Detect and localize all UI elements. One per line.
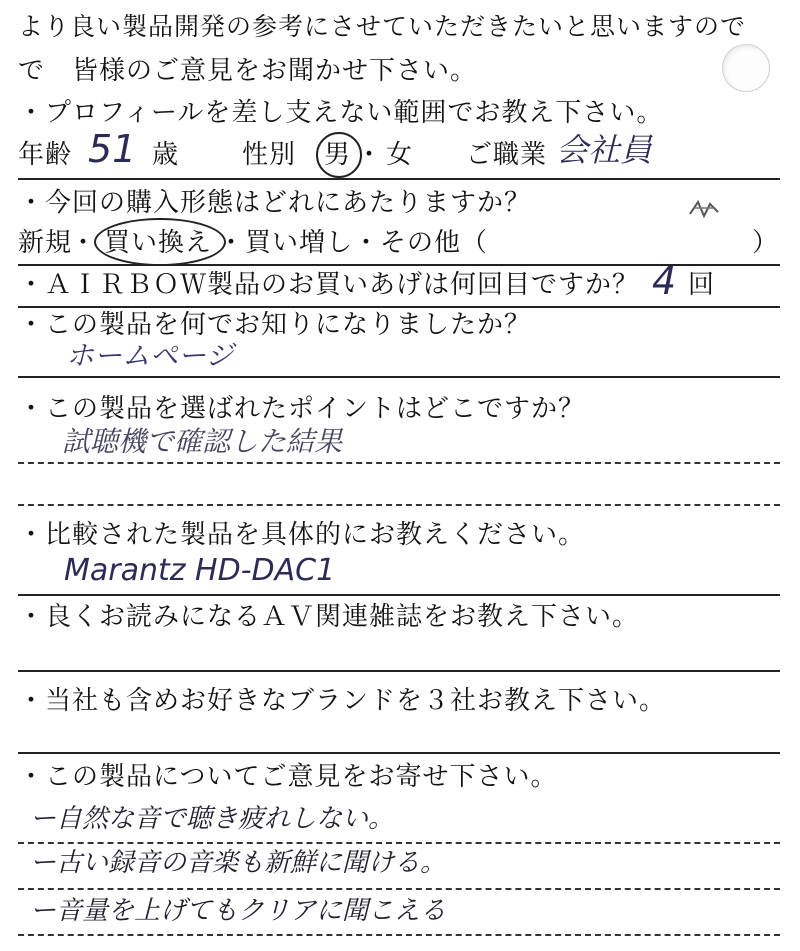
divider (18, 178, 780, 180)
profile-heading: ・プロフィールを差し支えない範囲でお教え下さい。 (18, 98, 664, 128)
answer-line (18, 504, 780, 506)
job-label: ご職業 (466, 140, 548, 170)
point-question: ・この製品を選ばれたポイントはどこですか？ (18, 394, 586, 424)
gender-male: 男 (324, 140, 352, 170)
age-value: 51 (88, 127, 137, 171)
howknown-answer: ホームページ (66, 339, 234, 372)
answer-line (18, 842, 780, 844)
gender-female: 女 (386, 140, 414, 170)
opt-others: ・買い増し・その他（ (218, 228, 489, 258)
opt-replace: 買い換え (104, 228, 213, 258)
opt-new: 新規 (18, 228, 73, 258)
howknown-question: ・この製品を何でお知りになりましたか？ (18, 310, 532, 340)
airbow-question: ・ＡＩＲＢＯＷ製品のお買いあげは何回目ですか？ (18, 270, 640, 300)
divider (18, 376, 780, 378)
answer-line (18, 670, 780, 672)
opinion-question: ・この製品についてご意見をお寄せ下さい。 (18, 762, 558, 792)
compared-answer: Marantz HD-DAC1 (64, 553, 336, 588)
opinion-line-3: ー音量を上げてもクリアに聞こえる (30, 896, 447, 926)
age-unit: 歳 (152, 140, 180, 170)
airbow-answer: 4 (652, 259, 677, 303)
close-paren: ） (752, 228, 780, 258)
job-value: 会社員 (556, 131, 653, 169)
ink-smudge (684, 196, 724, 222)
answer-line (18, 888, 780, 890)
age-label: 年齢 (18, 140, 73, 170)
opinion-line-1: ー自然な音で聴き疲れしない。 (30, 804, 395, 834)
intro-line-1: より良い製品開発の参考にさせていただきたいと思いますので (18, 12, 747, 41)
opt-separator: ・ (70, 228, 98, 258)
intro-line-2a: で (18, 56, 46, 86)
answer-line (18, 934, 780, 936)
gender-separator: ・ (356, 140, 384, 170)
purchase-question: ・今回の購入形態はどれにあたりますか？ (18, 188, 532, 218)
opinion-line-2: ー古い録音の音楽も新鮮に聞ける。 (30, 848, 447, 878)
gender-label: 性別 (242, 140, 297, 170)
answer-line (18, 752, 780, 754)
compared-question: ・比較された製品を具体的にお教えください。 (18, 520, 586, 550)
brands-question: ・当社も含めお好きなブランドを３社お教え下さい。 (18, 686, 667, 716)
divider (18, 594, 780, 596)
intro-line-2b: 皆様のご意見をお聞かせ下さい。 (72, 56, 478, 86)
point-answer: 試聴機で確認した結果 (62, 425, 343, 458)
magazines-question: ・良くお読みになるＡＶ関連雑誌をお教え下さい。 (18, 602, 640, 632)
answer-line (18, 462, 780, 464)
airbow-unit: 回 (688, 270, 716, 300)
punch-hole (722, 44, 770, 92)
divider (18, 306, 780, 308)
